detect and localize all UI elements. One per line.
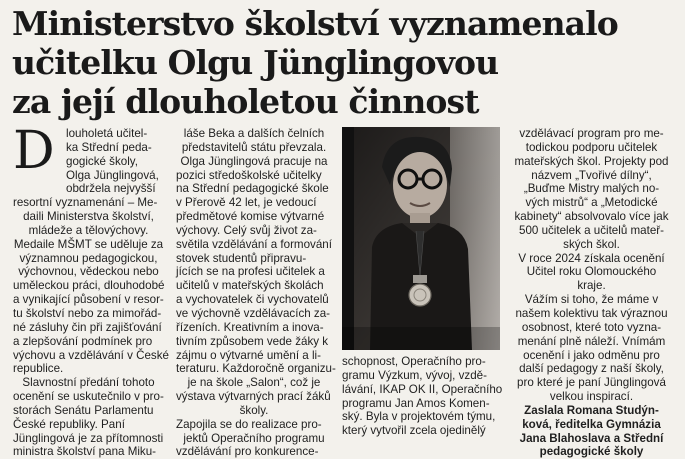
text-line: 500 učitelek a učitelů mateř-	[519, 223, 664, 237]
text-line: výchovy. Celý svůj život za-	[176, 223, 317, 237]
signature-line: Jana Blahoslava a Střední	[519, 431, 664, 445]
text-line: Olga Jünglingová pracuje na	[180, 154, 328, 168]
text-line: předmětové komise výtvarné	[176, 210, 325, 224]
portrait-photo	[342, 127, 500, 350]
text-line: učitelů v mateřských školách	[176, 279, 324, 293]
text-line: todickou podporu učitelek	[525, 140, 658, 154]
signature-line: ková, ředitelka Gymnázia	[522, 417, 661, 431]
text-line: kraje.	[577, 279, 606, 293]
article-column-4	[509, 127, 674, 459]
text-line: školy.	[239, 403, 269, 417]
text-line: Medaile MŠMT se uděluje za	[13, 237, 164, 251]
text-line: výchovu a vzdělávání v České	[13, 348, 169, 362]
text-line: kabinety“ absolvovalo více jak	[514, 210, 669, 224]
text-line: láše Beka a dalších čelních	[183, 127, 325, 140]
portrait-illustration	[342, 127, 500, 350]
text-line: osobnost, které toto vyzna-	[521, 320, 662, 334]
text-line: zájmu o výtvarné umění a li-	[176, 348, 321, 362]
text-line: gogické školy,	[66, 154, 138, 168]
text-line: schopnost, Operačního pro-	[342, 355, 486, 368]
text-line: ocenění i jako odměnu pro	[523, 348, 660, 362]
text-line: tivním způsobem vede žáky k	[176, 334, 329, 348]
text-line: ocenění se uskutečnilo v pro-	[13, 390, 164, 404]
text-line: ve výchovně vzdělávacích za-	[176, 306, 331, 320]
text-line: Slavnostní předání tohoto	[22, 376, 155, 390]
text-line: vzdělávací program pro me-	[519, 127, 664, 140]
text-line: ských škol.	[563, 237, 620, 251]
signature	[509, 404, 674, 459]
text-line: ka Střední peda-	[66, 140, 152, 154]
text-line: světila vzdělávání a formování	[176, 237, 332, 251]
text-line: Vážím si toho, že máme v	[524, 293, 659, 307]
text-line: na Střední pedagogické škole	[176, 182, 329, 196]
text-line: gramu Výzkum, vývoj, vzdě-	[342, 368, 487, 382]
text-line: velkou inspirací.	[549, 390, 634, 404]
text-line: jektů Operačního programu	[183, 431, 325, 445]
text-line: Olga Jünglingová,	[66, 168, 159, 182]
headline-line-3: za její dlouholetou činnost	[12, 82, 479, 121]
text-line: teraturu. Každoročně organizu-	[176, 362, 336, 376]
text-line: a vychovatelek či vychovatelů	[176, 293, 329, 307]
text-line: louholetá učitel-	[66, 127, 148, 140]
text-line: pro které je paní Jünglingová	[517, 376, 666, 390]
text-line: výchovnou, vědeckou nebo	[18, 265, 159, 279]
headline	[12, 4, 672, 121]
text-line: daili Ministerstva školství,	[23, 210, 154, 224]
text-line: V roce 2024 získala ocenění	[518, 251, 665, 265]
text-line: je na škole „Salon“, což je	[187, 376, 321, 390]
text-line: ministra školství pana Miku-	[13, 445, 157, 459]
article-column-2	[176, 127, 336, 459]
text-line: mateřských škol. Projekty pod	[514, 154, 669, 168]
text-line: tu školství nebo za mimořád-	[13, 306, 162, 320]
text-line: názvem „Tvořivé dílny“,	[531, 168, 652, 182]
text-line: resortní vyznamenání – Me-	[13, 196, 158, 210]
text-line: vých mistrů“ a „Metodické	[525, 196, 658, 210]
text-line: Zapojila se do realizace pro-	[176, 417, 322, 431]
headline-line-2: učitelku Olgu Jünglingovou	[12, 43, 499, 82]
text-line: uměleckou práci, dlouhodobé	[13, 279, 165, 293]
text-line: Jünglingová je za přítomnosti	[13, 431, 164, 445]
text-line: menání plně náleží. Vnímám	[517, 334, 666, 348]
text-line: a zlepšování podmínek pro	[13, 334, 153, 348]
text-line: Učitel roku Olomouckého	[526, 265, 657, 279]
text-line: vzdělávání pro konkurence-	[176, 445, 319, 459]
text-line: významnou pedagogickou,	[19, 251, 158, 265]
article-column-3	[342, 355, 503, 438]
text-line: našem kolektivu tak výraznou	[515, 306, 668, 320]
headline-line-1: Ministerstvo školství vyznamenalo	[12, 4, 618, 43]
text-line: a vynikající působení v resor-	[13, 293, 164, 307]
signature-line: pedagogické školy	[539, 445, 644, 459]
text-line: republice.	[13, 362, 64, 376]
text-line: České republiky. Paní	[13, 417, 125, 431]
text-line: mládeže a tělovýchovy.	[28, 223, 149, 237]
article-column-1	[13, 121, 169, 459]
text-line: ský. Byla v projektovém týmu,	[342, 410, 496, 424]
text-line: řízeních. Kreativním a inova-	[176, 320, 324, 334]
text-line: pozici středoškolské učitelky	[176, 168, 322, 182]
text-line: představitelů státu převzala.	[181, 140, 327, 154]
text-line: výstava výtvarných prací žáků	[176, 390, 331, 404]
text-line: storách Senátu Parlamentu	[13, 403, 154, 417]
text-line: né zásluhy čin při zajišťování	[13, 320, 162, 334]
text-line: lávání, IKAP OK II, Operačního	[342, 382, 503, 396]
text-line: v Přerově 42 let, je vedoucí	[176, 196, 317, 210]
text-line: další pedagogy z naší školy,	[519, 362, 664, 376]
text-line: stovek studentů připravu-	[176, 251, 307, 265]
signature-line: Zaslala Romana Studýn-	[524, 403, 659, 417]
text-line: jících se na profesi učitelek a	[176, 265, 325, 279]
text-line: „Buďme Mistry malých no-	[523, 182, 660, 196]
text-line: programu Jan Amos Komen-	[342, 396, 490, 410]
text-line: který vytvořil zcela ojedinělý	[342, 424, 486, 438]
drop-cap: D	[13, 121, 55, 181]
text-line: obdržela nejvyšší	[66, 182, 156, 196]
